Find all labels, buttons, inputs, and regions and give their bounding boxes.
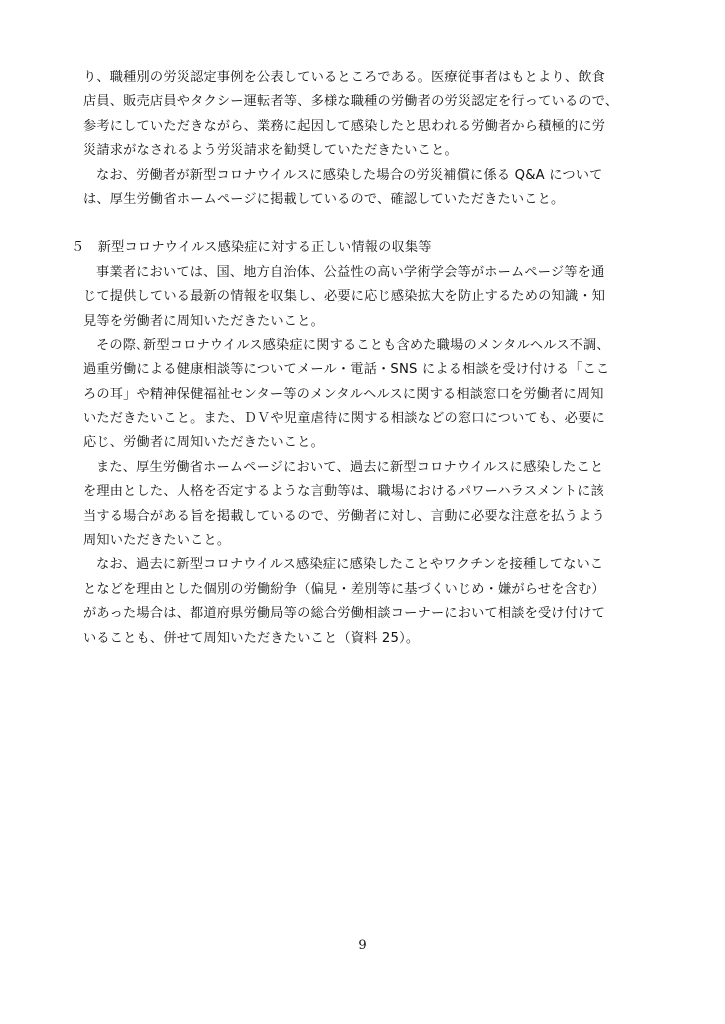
text-line: ろの耳」や精神保健福祉センター等のメンタルヘルスに関する相談窓口を労働者に周知 (83, 386, 604, 402)
paragraph-collect-information (83, 261, 663, 334)
text-line: り、職種別の労災認定事例を公表しているところである。医療従事者はもとより、飲食 (83, 70, 605, 85)
paragraph-workers-comp-qa (83, 164, 663, 213)
text-line: 災請求がなされるよう労災請求を勧奨していただきたいこと。 (83, 143, 458, 159)
text-line: 周知いただきたいこと。 (83, 533, 231, 549)
section-heading: ５ 新型コロナウイルス感染症に対する正しい情報の収集等 (71, 240, 432, 256)
text-line: となどを理由とした個別の労働紛争（偏見・差別等に基づくいじめ・嫌がらせを含む） (83, 581, 605, 597)
text-line: 参考にしていただきながら、業務に起因して感染したと思われる労働者から積極的に労 (83, 118, 606, 134)
text-line: 事業者においては、国、地方自治体、公益性の高い学術学会等がホームページ等を通 (96, 264, 605, 280)
paragraph-workers-comp-examples (83, 66, 663, 164)
paragraph-mental-health-consultation (83, 334, 663, 456)
paragraph-labor-dispute (83, 553, 663, 651)
text-line: じて提供している最新の情報を収集し、必要に応じ感染拡大を防止するための知識・知 (83, 289, 606, 305)
text-line: があった場合は、都道府県労働局等の総合労働相談コーナーにおいて相談を受け付けて (83, 606, 605, 622)
text-line: 店員、販売店員やタクシー運転者等、多様な職種の労働者の労災認定を行っているので、 (83, 94, 619, 110)
section-spacer (83, 212, 663, 236)
text-line: は、厚生労働省ホームページに掲載しているので、確認していただきたいこと。 (83, 191, 565, 207)
text-line: 見等を労働者に周知いただきたいこと。 (83, 313, 324, 329)
text-line: いただきたいこと。また、ＤＶや児童虐待に関する相談などの窓口についても、必要に (83, 411, 605, 427)
text-line: なお、労働者が新型コロナウイルスに感染した場合の労災補償に係る Q&A について (96, 167, 603, 183)
text-line: を理由とした、人格を否定するような言動等は、職場におけるパワーハラスメントに該 (83, 484, 605, 500)
text-line: また、厚生労働省ホームページにおいて、過去に新型コロナウイルスに感染したこと (96, 459, 604, 475)
text-line: 当する場合がある旨を掲載しているので、労働者に対し、言動に必要な注意を払うよう (83, 508, 605, 524)
text-line: いることも、併せて周知いただきたいこと（資料 25）。 (83, 630, 420, 646)
text-line: 応じ、労働者に周知いただきたいこと。 (83, 435, 324, 451)
paragraph-power-harassment (83, 456, 663, 554)
text-line: なお、過去に新型コロナウイルス感染症に感染したことやワクチンを接種してないこ (96, 557, 604, 573)
document-body (71, 66, 663, 651)
text-line: 過重労働による健康相談等についてメール・電話・SNS による相談を受け付ける「ここ (83, 362, 610, 378)
page-number: 9 (358, 938, 367, 953)
text-line: その際､新型コロナウイルス感染症に関することも含めた職場のメンタルヘルス不調、 (96, 337, 610, 353)
